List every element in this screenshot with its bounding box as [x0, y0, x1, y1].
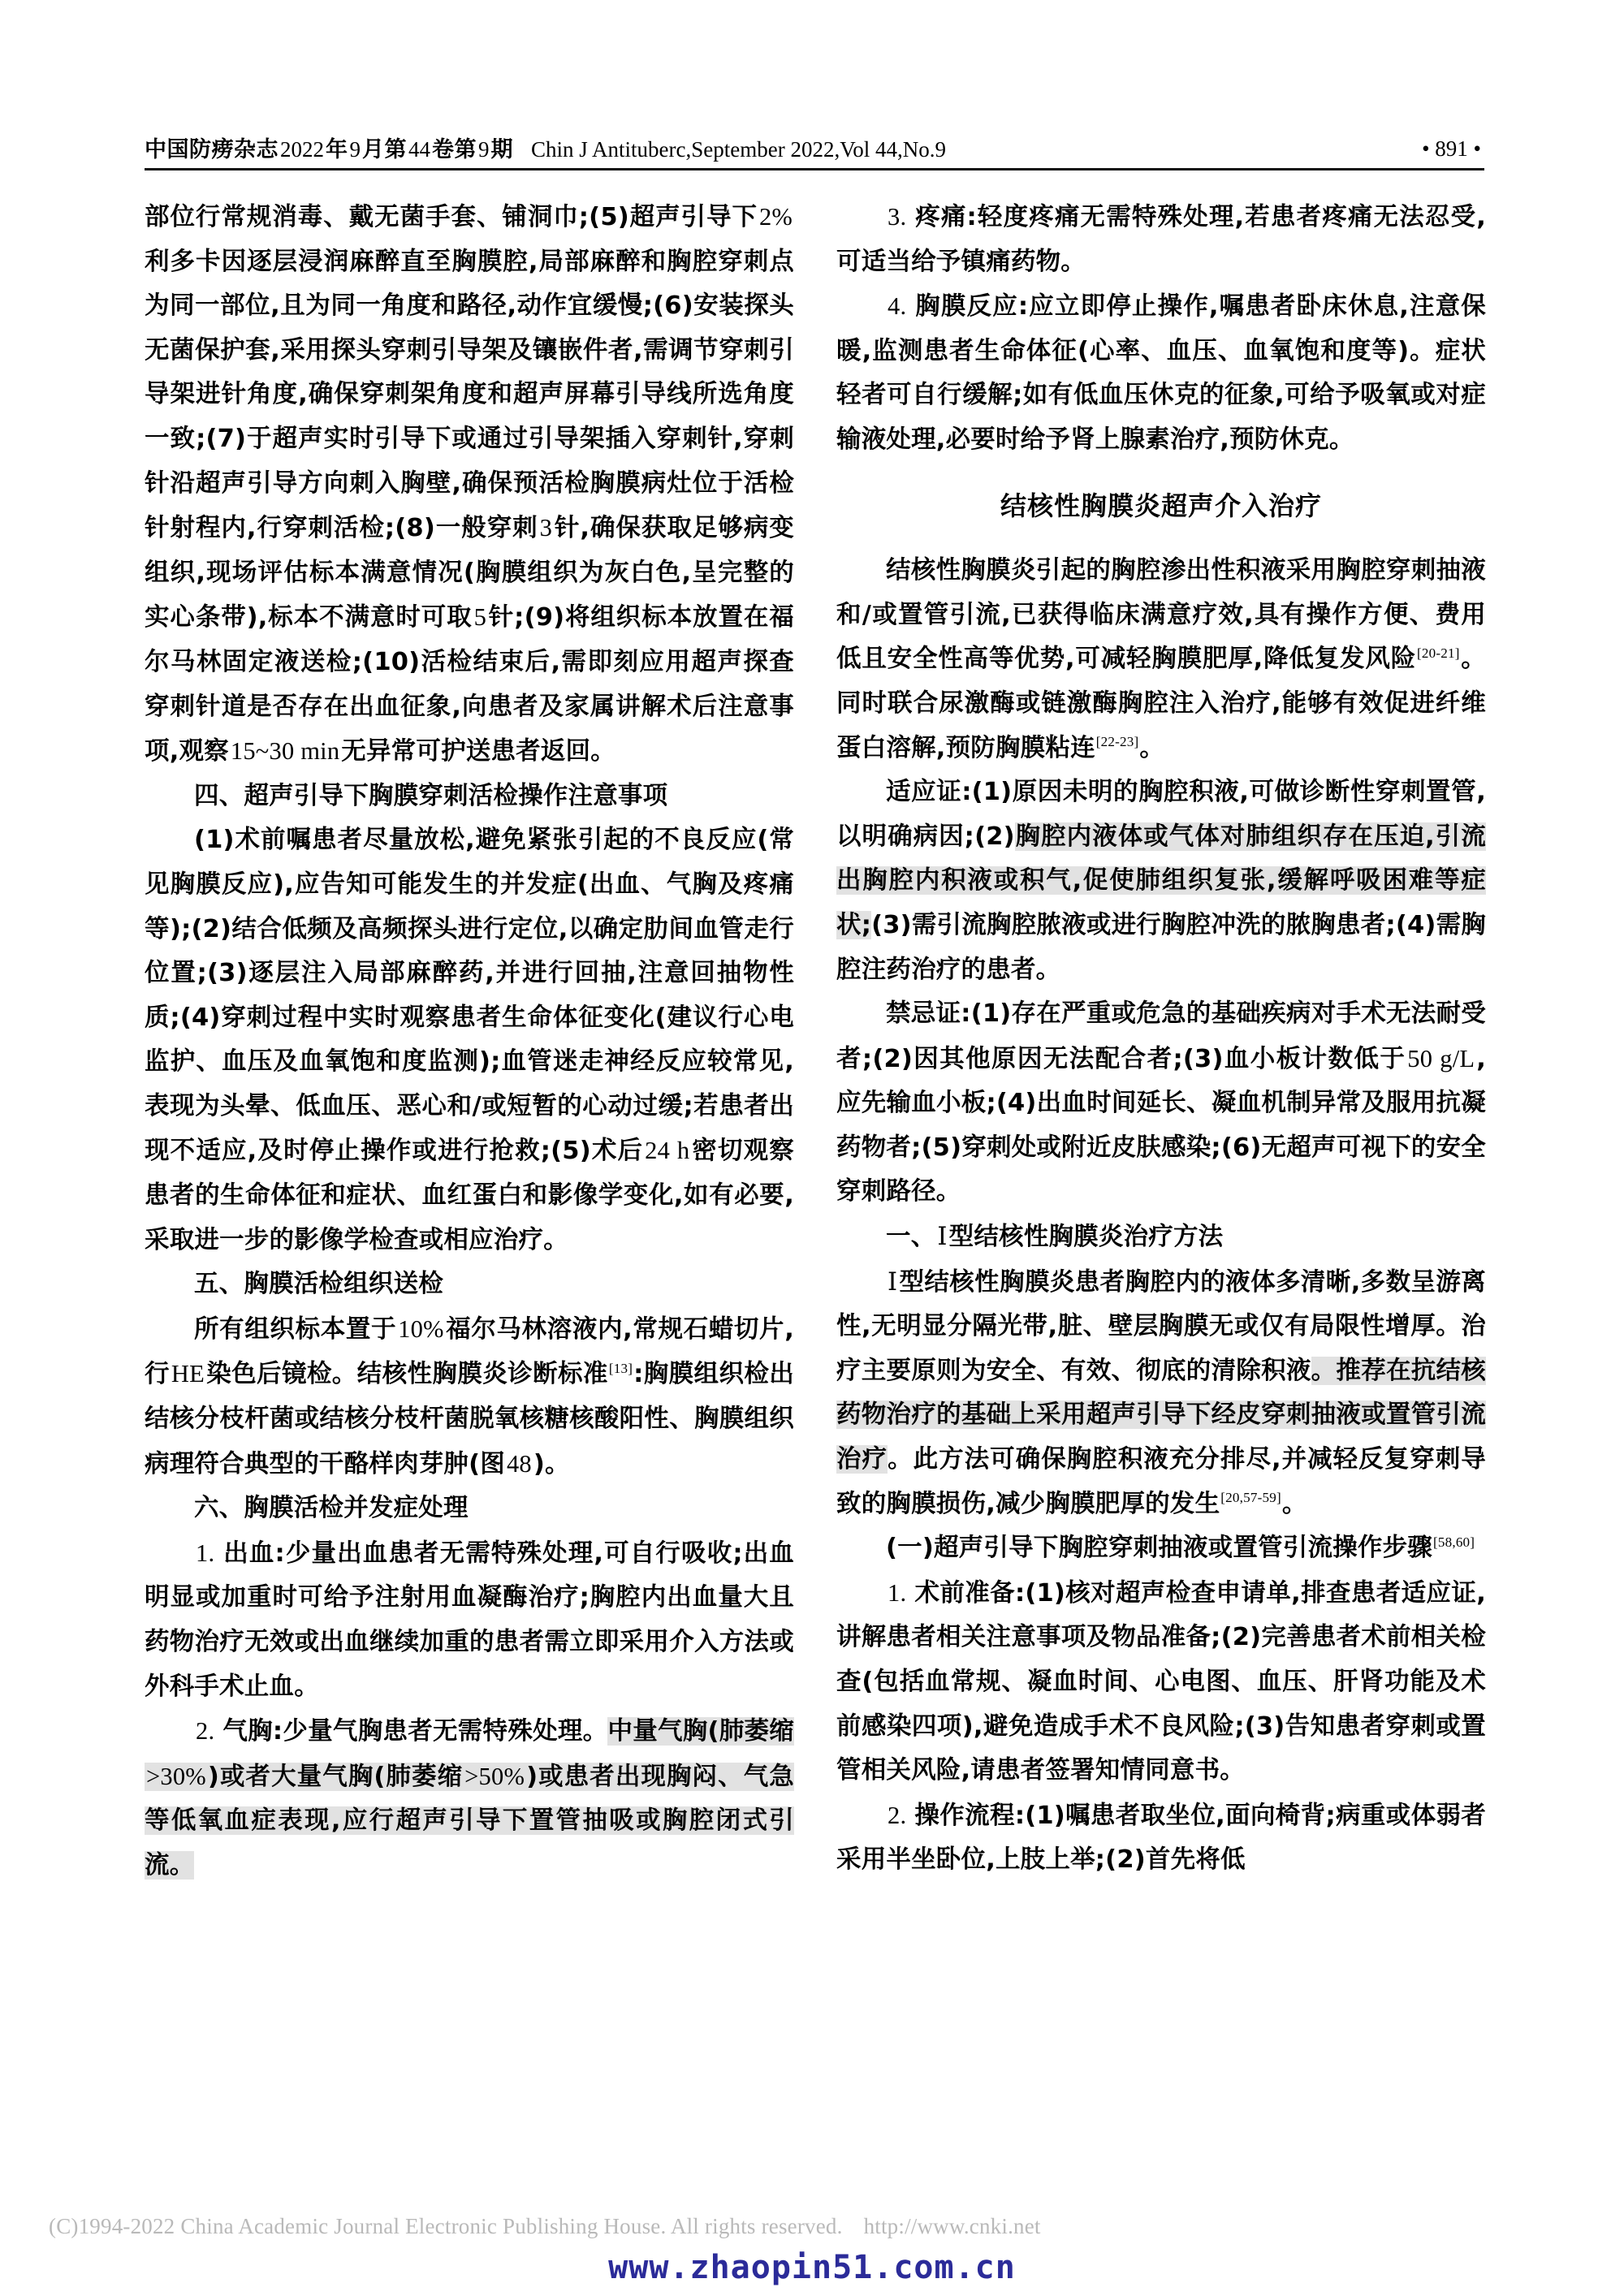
- text-run: 型结核性胸膜炎患者胸腔内的液体多清晰,多数呈游离性,无明显分隔光带,脏、壁层胸膜无或仅有局限性增厚。治疗主要原则为安全、有效、彻底的清除积液: [836, 1267, 1486, 1385]
- paragraph-pleural-reaction: [836, 284, 1486, 462]
- text-run: 操作流程:(1)嘱患者取坐位,面向椅背;病重或体弱者采用半坐卧位,上肢上举;(2)首先将低: [836, 1801, 1486, 1875]
- text-run: 密切观察患者的生命体征和症状、血红蛋白和影像学变化,如有必要,采取进一步的影像学检查或相应治疗。: [145, 1137, 794, 1254]
- text-run: )或患者出现胸闷、气急等低氧血症表现,应行超声引导下置管抽吸或胸腔闭式引流。: [145, 1762, 794, 1880]
- journal-title-en: Chin J Antituberc,September 2022,Vol 44,No.9: [531, 137, 946, 162]
- text-run: 所有组织标本置于: [194, 1314, 397, 1344]
- text-run: 福尔马林溶液内,常规石蜡切片,行: [145, 1314, 794, 1389]
- issue-year-unit: 年: [326, 137, 348, 162]
- paragraph-biopsy-steps: [145, 195, 794, 775]
- heading-section-five: 五、胸膜活检组织送检: [194, 1270, 443, 1299]
- text-run: 出血:少量出血患者无需特殊处理,可自行吸收;出血明显或加重时可给予注射用血凝酶治疗;胸腔内出血量大且药物治疗无效或出血继续加重的患者需立即采用介入方法或外科手术止血。: [145, 1539, 794, 1701]
- text-run: 染色后镜检。结核性胸膜炎诊断标准: [205, 1360, 608, 1389]
- paragraph-procedure-flow: [836, 1793, 1486, 1883]
- text-run: 无异常可护送患者返回。: [341, 737, 615, 766]
- observation-time: 15~30 min: [230, 737, 340, 766]
- copyright-notice: [49, 2214, 1299, 2239]
- text-run: (1)术前嘱患者尽量放松,避免紧张引起的不良反应(常见胸膜反应),应告知可能发生的并发症(出血、气胸及疼痛等);(2)结合低频及高频探头进行定位,以确定肋间血管走行位置;(3)逐层注入局部麻醉药,并进行回抽,注意回抽物性质;(4)穿刺过程中实时观察患者生命体征变化(建议行心电监护、血压及血氧饱和度监测);血管迷走神经反应较常见,表现为头晕、低血压、恶心和/或短暂的心动过缓;若患者出现不适应,及时停止操作或进行抢救;(5)术后: [145, 826, 794, 1166]
- text-run: )或者大量气胸(肺萎缩: [207, 1762, 464, 1791]
- heading-type-one-treatment: [836, 1215, 1486, 1260]
- issue-year: 2022: [280, 137, 324, 162]
- text-run: 型结核性胸膜炎治疗方法: [948, 1223, 1224, 1252]
- copyright-text: (C)1994-2022 China Academic Journal Electronic Publishing House. All rights reserved.: [49, 2214, 843, 2238]
- needle-passes-5: 5: [473, 603, 487, 632]
- lung-collapse-30: >30%: [146, 1762, 206, 1790]
- paragraph-bleeding: [145, 1531, 794, 1709]
- text-run: 。此方法可确保胸腔积液充分排尽,并减轻反复穿刺导致的胸膜损伤,减少胸膜肥厚的发生: [836, 1445, 1486, 1518]
- issue-number-unit: 期: [490, 137, 513, 162]
- issue-volume: 44: [408, 137, 430, 162]
- running-head-left: [145, 132, 948, 163]
- roman-numeral-one: Ⅰ: [888, 1267, 898, 1296]
- paragraph-specimen-handling: [145, 1307, 794, 1487]
- cnki-url[interactable]: http://www.cnki.net: [863, 2214, 1041, 2238]
- issue-month: 9: [349, 137, 361, 162]
- text-run: 结核性胸膜炎引起的胸腔渗出性积液采用胸腔穿刺抽液和/或置管引流,已获得临床满意疗效,具有操作方便、费用低且安全性高等优势,可减轻胸膜肥厚,降低复发风险: [836, 556, 1486, 674]
- list-number: 4.: [888, 292, 907, 321]
- text-run: 适应证:(1)原因未明的胸腔积液,可做诊断性穿刺置管,以明确病因;(2): [836, 778, 1486, 851]
- needle-passes-3: 3: [539, 514, 553, 542]
- figure-number: 48: [506, 1449, 532, 1478]
- text-run: 胸膜反应:应立即停止操作,嘱患者卧床休息,注意保暖,监测患者生命体征(心率、血压、血氧饱和度等)。症状轻者可自行缓解;如有低血压休克的征象,可给予吸氧或对症输液处理,必要时给予肾上腺素治疗,预防休克。: [836, 292, 1486, 454]
- highlighted-text-recommendation: 。推荐在抗结核药物治疗的基础上采用超声引导下经皮穿刺抽液或置管引流治疗: [836, 1356, 1486, 1474]
- watermark: www.zhaopin51.com.cn: [608, 2249, 1016, 2286]
- lidocaine-concentration: 2%: [758, 203, 793, 231]
- heading-section-four: 四、超声引导下胸膜穿刺活检操作注意事项: [194, 781, 668, 810]
- list-number: 1.: [196, 1539, 215, 1567]
- text-run: 疼痛:轻度疼痛无需特殊处理,若患者疼痛无法忍受,可适当给予镇痛药物。: [836, 203, 1486, 276]
- text-run: 禁忌证:(1)存在严重或危急的基础疾病对手术无法耐受者;(2)因其他原因无法配合者;(3)血小板计数低于: [836, 999, 1486, 1073]
- heading-procedure-steps: [836, 1526, 1486, 1571]
- text-run: 针;(9)将组织标本放置在福尔马林固定液送检;(10)活检结束后,需即刻应用超声探查穿刺针道是否存在出血征象,向患者及家属讲解术后注意事项,观察: [145, 603, 794, 766]
- list-number: 2.: [888, 1801, 907, 1829]
- text-run: 中量气胸(肺萎缩: [607, 1717, 794, 1746]
- text-run: 。同时联合尿激酶或链激酶胸腔注入治疗,能够有效促进纤维蛋白溶解,预防胸膜粘连: [836, 645, 1486, 762]
- text-run: 部位行常规消毒、戴无菌手套、铺洞巾;(5)超声引导下: [145, 203, 758, 231]
- left-column: [145, 195, 794, 2087]
- text-run: ,应先输血小板;(4)出血时间延长、凝血机制异常及服用抗凝药物者;(5)穿刺处或附近皮肤感染;(6)无超声可视下的安全穿刺路径。: [836, 1044, 1486, 1206]
- text-run: 。: [1139, 733, 1165, 762]
- right-column: [836, 195, 1486, 2087]
- platelet-threshold: 50 g/L: [1407, 1044, 1475, 1072]
- formalin-concentration: 10%: [398, 1314, 444, 1343]
- text-run: 针,确保获取足够病变组织,现场评估标本满意情况(胸膜组织为灰白色,呈完整的实心条带),标本不满意时可取: [145, 514, 794, 632]
- paragraph-type-one-description: [836, 1260, 1486, 1527]
- text-run: 气胸:少量气胸患者无需特殊处理。: [222, 1717, 608, 1746]
- text-run: 一、: [886, 1223, 936, 1252]
- paragraph-intervention-overview: [836, 549, 1486, 770]
- highlighted-text-indications: 胸腔内液体或气体对肺组织存在压迫,引流出胸腔内积液或积气,促使肺组织复张,缓解呼吸困难等症状;: [836, 822, 1486, 939]
- paragraph-preoperative-prep: [836, 1571, 1486, 1793]
- citation-ref: [20,57-59]: [1220, 1490, 1281, 1506]
- list-number: 2.: [196, 1717, 215, 1746]
- observation-24h: 24 h: [645, 1137, 690, 1165]
- paragraph-pain: [836, 195, 1486, 284]
- issue-number: 9: [478, 137, 490, 162]
- paragraph-indications: [836, 770, 1486, 992]
- issue-volume-unit: 卷第: [432, 137, 477, 162]
- text-run: (一)超声引导下胸腔穿刺抽液或置管引流操作步骤: [886, 1534, 1432, 1563]
- text-run: 。: [1281, 1489, 1307, 1518]
- list-number: 3.: [888, 203, 907, 231]
- body-columns: [145, 195, 1484, 2087]
- text-run: (3)需引流胸腔脓液或进行胸腔冲洗的脓胸患者;(4)需胸腔注药治疗的患者。: [836, 910, 1486, 984]
- text-run: :胸膜组织检出结核分枝杆菌或结核分枝杆菌脱氧核糖核酸阳性、胸膜组织病理符合典型的干酪样肉芽肿(图: [145, 1360, 794, 1478]
- stain-name: HE: [171, 1360, 205, 1388]
- heading-section-six: 六、胸膜活检并发症处理: [194, 1494, 469, 1523]
- text-run: 利多卡因逐层浸润麻醉直至胸膜腔,局部麻醉和胸腔穿刺点为同一部位,且为同一角度和路径,动作宜缓慢;(6)安装探头无菌保护套,采用探头穿刺引导架及镶嵌件者,需调节穿刺引导架进针角度,确保穿刺架角度和超声屏幕引导线所选角度一致;(7)于超声实时引导下或通过引导架插入穿刺针,穿刺针沿超声引导方向刺入胸壁,确保预活检胸膜病灶位于活检针射程内,行穿刺活检;(8)一般穿刺: [145, 247, 794, 543]
- paragraph-pneumothorax: [145, 1709, 794, 1888]
- paragraph-precautions: [145, 818, 794, 1262]
- paragraph-contraindications: [836, 992, 1486, 1215]
- issue-month-unit: 月第: [362, 137, 407, 162]
- running-head: [145, 128, 1484, 170]
- text-run: )。: [533, 1449, 570, 1478]
- citation-ref: [58,60]: [1432, 1534, 1475, 1551]
- journal-title-cn: 中国防痨杂志: [145, 137, 279, 162]
- page-number: • 891 •: [1422, 136, 1481, 161]
- lung-collapse-50: >50%: [464, 1762, 525, 1790]
- section-title-ultrasound-intervention: 结核性胸膜炎超声介入治疗: [1000, 490, 1322, 521]
- citation-ref: [22-23]: [1095, 734, 1139, 750]
- citation-ref: [20-21]: [1417, 645, 1460, 662]
- text-run: 术前准备:(1)核对超声检查申请单,排查患者适应证,讲解患者相关注意事项及物品准备;(2)完善患者术前相关检查(包括血常规、凝血时间、心电图、血压、肝肾功能及术前感染四项),避免造成手术不良风险;(3)告知患者穿刺或置管相关风险,请患者签署知情同意书。: [836, 1578, 1486, 1785]
- roman-numeral-one: Ⅰ: [937, 1223, 948, 1251]
- citation-ref: [13]: [608, 1361, 633, 1377]
- list-number: 1.: [888, 1578, 907, 1607]
